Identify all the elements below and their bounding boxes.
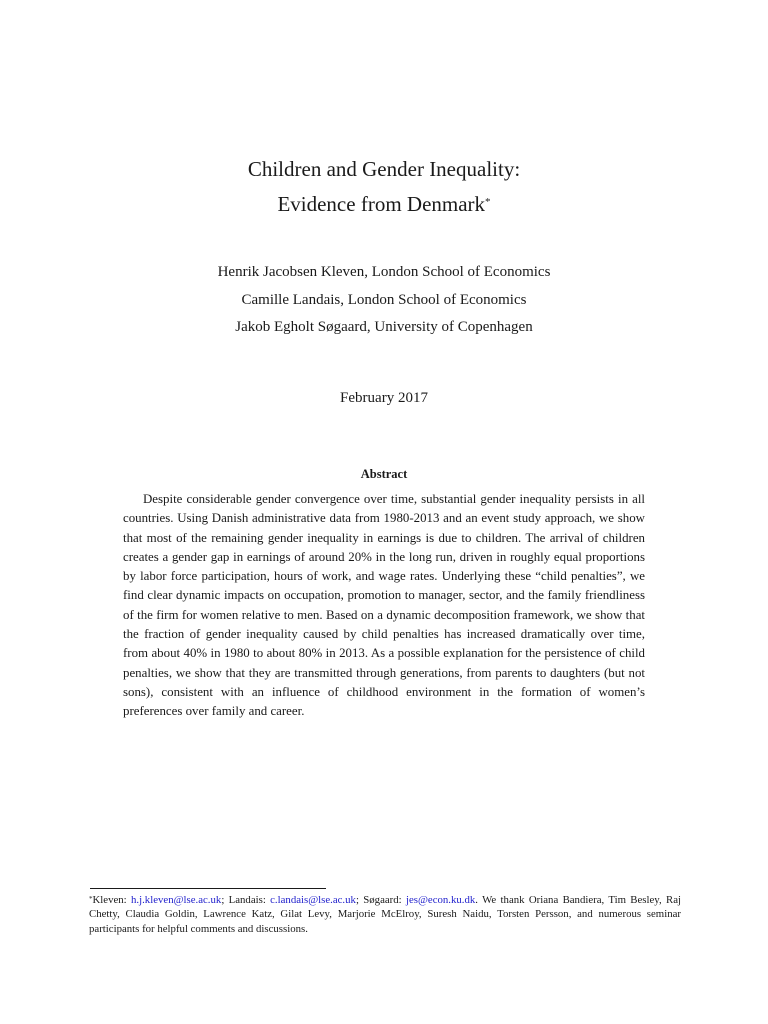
landais-email-link[interactable]: c.landais@lse.ac.uk — [270, 894, 356, 906]
footnote — [89, 893, 681, 936]
author-sogaard: Jakob Egholt Søgaard, University of Copenhagen — [235, 319, 533, 335]
paper-title-line-2 — [0, 190, 768, 218]
abstract-text: Despite considerable gender convergence over time, substantial gender inequality persists in all countries. Using Danish administrative data from 1980-2013 and an event study approach, we show that most of the remaining gender inequality in earnings is due to children. The arrival of children creates a gender gap in earnings of around 20% in the long run, driven in roughly equal proportions by labor force participation, hours of work, and wage rates. Underlying these “child penalties”, we find clear dynamic impacts on occupation, promotion to manager, sector, and the family friendliness of the firm for women relative to men. Based on a dynamic decomposition framework, we show that the fraction of gender inequality caused by child penalties has increased dramatically over time, from about 40% in 1980 to about 80% in 2013. As a possible explanation for the persistence of child penalties, we show that they are transmitted through generations, from parents to daughters (but not sons), consistent with an influence of childhood environment in the formation of women’s preferences over family and career. — [123, 492, 645, 719]
publication-date: February 2017 — [340, 390, 428, 406]
footnote-landais-label: ; Landais: — [221, 894, 271, 906]
kleven-email-link[interactable]: h.j.kleven@lse.ac.uk — [131, 894, 222, 906]
footnote-kleven-label: Kleven: — [92, 894, 132, 906]
sogaard-email-link[interactable]: jes@econ.ku.dk — [405, 894, 476, 906]
paper-title-text: Evidence from Denmark — [277, 192, 486, 216]
title-footnote-marker[interactable]: * — [485, 196, 491, 208]
author-kleven: Henrik Jacobsen Kleven, London School of Economics — [217, 264, 551, 280]
author-landais: Camille Landais, London School of Economics — [241, 292, 527, 308]
footnote-marker: * — [89, 895, 93, 903]
footnote-rule — [90, 888, 326, 889]
paper-title-line-1: Children and Gender Inequality: — [247, 157, 521, 181]
abstract-heading: Abstract — [360, 467, 408, 481]
footnote-sogaard-label: ; Søgaard: — [355, 894, 406, 906]
footnote-acknowledgements: . We thank Oriana Bandiera, Tim Besley, Raj Chetty, Claudia Goldin, Lawrence Katz, Gilat Levy, Marjorie McElroy, Suresh Naidu, Torsten Persson, and numerous seminar participants for helpful comments and discussions. — [89, 894, 681, 935]
